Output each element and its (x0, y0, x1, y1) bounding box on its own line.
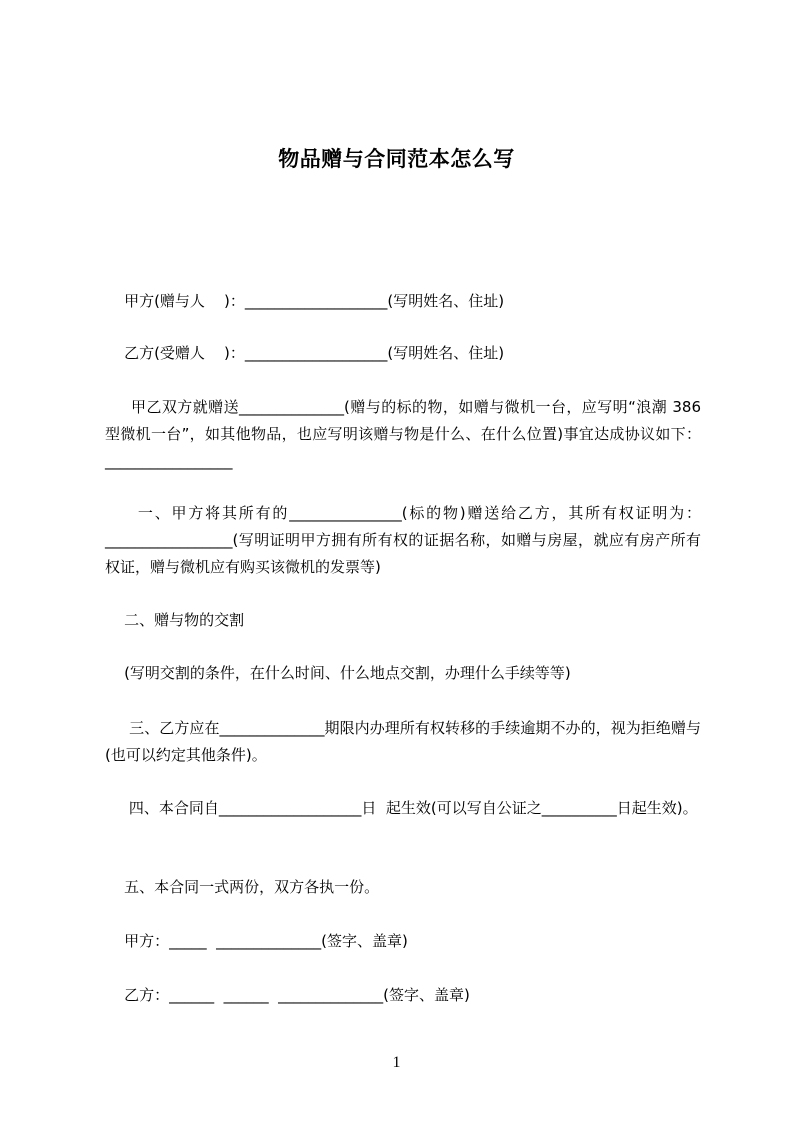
agreement-intro-paragraph: 甲乙双方就赠送______________(赠与的标的物，如赠与微机一台，应写明“浪潮 386 型微机一台”，如其他物品，也应写明该赠与物是什么、在什么位置)事宜达成协议如下：_________________ (105, 398, 706, 470)
page-title: 物品赠与合同范本怎么写 (278, 147, 515, 171)
party-a-signature-line: 甲方：_____ ______________(签字、盖章) (105, 932, 408, 950)
clause-4-paragraph: 四、本合同自___________________日 起生效(可以写自公证之__________日起生效)。 (105, 799, 698, 817)
page-number: 1 (392, 1054, 401, 1071)
clause-5-paragraph: 五、本合同一式两份，双方各执一份。 (105, 878, 380, 896)
party-a-line: 甲方(赠与人 )：___________________(写明姓名、住址) (105, 292, 505, 310)
party-b-line: 乙方(受赠人 )：___________________(写明姓名、住址) (105, 344, 505, 362)
clause-2-heading: 二、赠与物的交割 (105, 611, 245, 629)
party-b-signature-line: 乙方：______ ______ ______________(签字、盖章) (105, 986, 470, 1004)
clause-1-paragraph: 一、甲方将其所有的_______________(标的物)赠送给乙方，其所有权证明为：_________________(写明证明甲方拥有所有权的证据名称，如赠与房屋，就应有房产所有权证，赠与微机应有购买该微机的发票等) (105, 504, 701, 576)
clause-3-paragraph: 三、乙方应在______________期限内办理所有权转移的手续逾期不办的，视为拒绝赠与(也可以约定其他条件)。 (105, 719, 701, 764)
clause-2-note: (写明交割的条件，在什么时间、什么地点交割，办理什么手续等等) (105, 664, 571, 682)
